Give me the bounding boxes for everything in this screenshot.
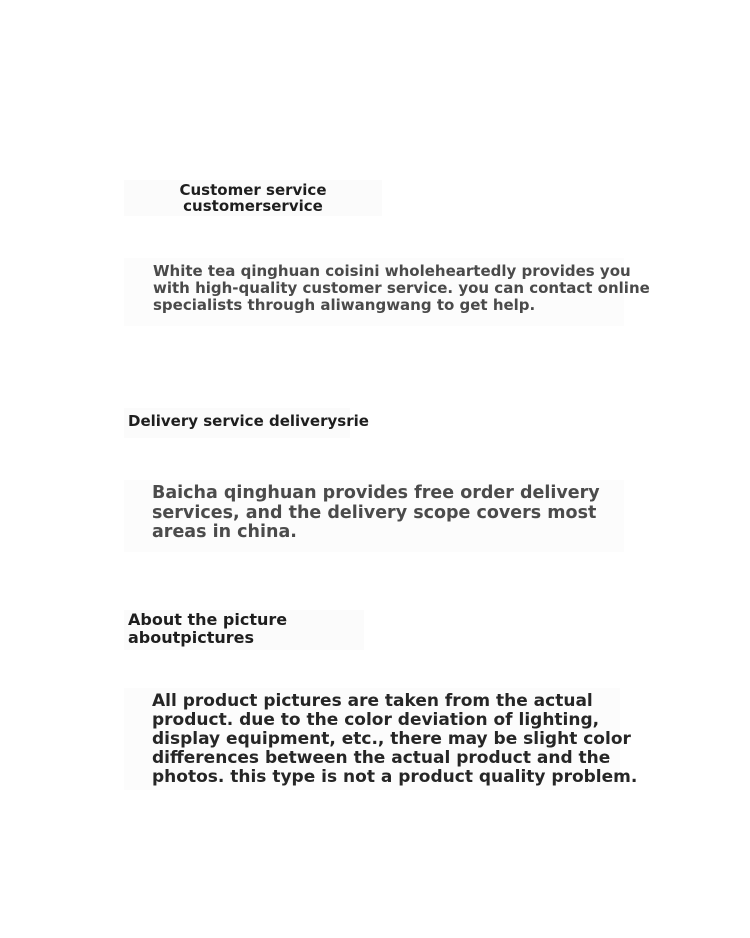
about-picture-heading-line: aboutpictures [128,628,255,647]
customer-service-paragraph-line: White tea qinghuan coisini wholeheartedly provides you [153,262,631,280]
delivery-service-heading [124,408,369,438]
customer-service-heading-line: Customer service [179,181,327,199]
delivery-service-paragraph-line: services, and the delivery scope covers most [152,502,597,523]
delivery-service-paragraph-line: Baicha qinghuan provides free order delivery [152,483,600,503]
customer-service-paragraph-line: specialists through aliwangwang to get help. [153,296,536,314]
about-picture-heading [124,610,364,650]
about-picture-paragraph-line: display equipment, etc., there may be slight color [152,729,631,749]
about-picture-paragraph-line: All product pictures are taken from the actual [152,691,593,711]
customer-service-paragraph [124,258,650,326]
delivery-service-paragraph-line: areas in china. [152,522,297,542]
customer-service-heading-line: customerservice [183,197,323,215]
delivery-service-paragraph [124,480,624,552]
about-picture-heading-line: About the picture [128,610,288,629]
delivery-service-heading-line: Delivery service deliverysrie [128,412,369,430]
about-picture-paragraph-line: photos. this type is not a product quality problem. [152,767,638,787]
customer-service-heading [124,180,382,216]
about-picture-paragraph-line: differences between the actual product and the [152,748,611,768]
about-picture-paragraph [124,688,638,790]
customer-service-paragraph-line: with high-quality customer service. you can contact online [153,279,650,297]
about-picture-paragraph-line: product. due to the color deviation of lighting, [152,710,600,730]
